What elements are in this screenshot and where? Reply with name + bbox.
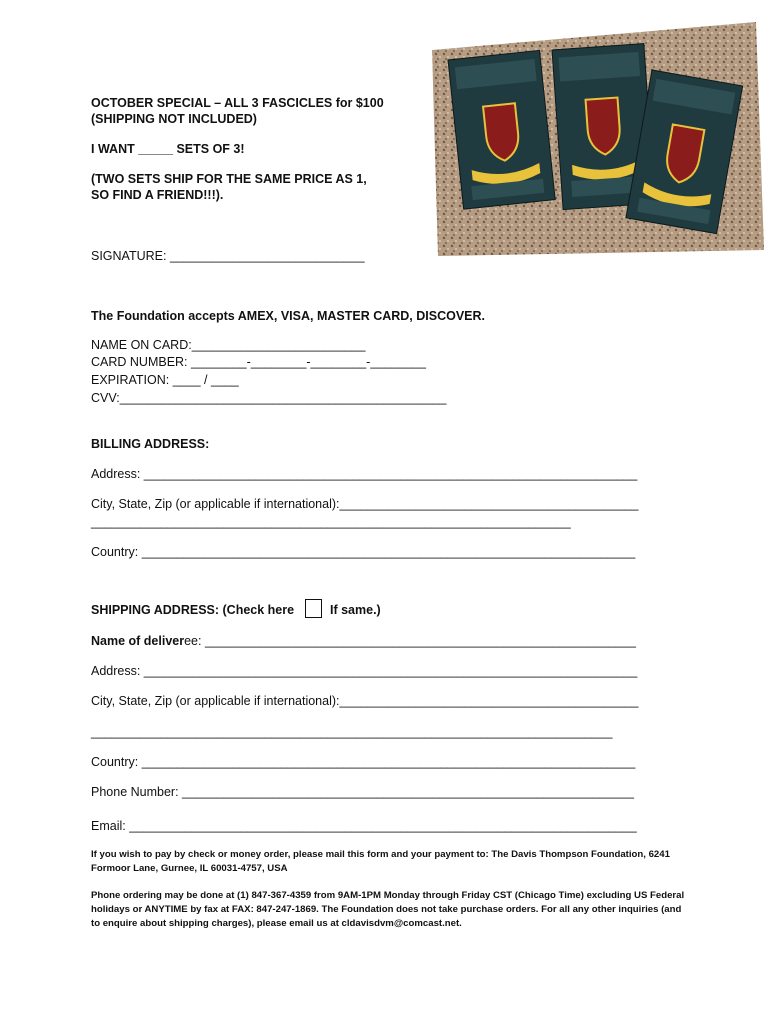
two-sets-note-2: SO FIND A FRIEND!!!). [91, 188, 224, 202]
billing-city-continuation[interactable]: _____________________________________________________________________ [91, 515, 571, 529]
shipping-heading-text: SHIPPING ADDRESS: (Check here [91, 603, 295, 617]
shipping-city-continuation[interactable]: ___________________________________________________________________________ [91, 725, 613, 739]
deliveree-label: Name of deliver [91, 634, 185, 648]
email-field[interactable]: Email: _________________________________________________________________________ [91, 819, 637, 833]
billing-heading: BILLING ADDRESS: [91, 437, 210, 451]
shipping-city-field[interactable]: City, State, Zip (or applicable if international):___________________________________________ [91, 694, 639, 708]
signature-field[interactable]: SIGNATURE: ____________________________ [91, 249, 365, 263]
payment-accepts: The Foundation accepts AMEX, VISA, MASTER CARD, DISCOVER. [91, 309, 486, 323]
offer-title: OCTOBER SPECIAL – ALL 3 FASCICLES for $100 [91, 96, 384, 110]
book-1 [448, 50, 555, 209]
cvv-field[interactable]: CVV:_______________________________________________ [91, 391, 447, 405]
shipping-heading-suffix: If same.) [330, 603, 381, 617]
deliveree-line[interactable]: ee: ______________________________________________________________ [184, 634, 636, 648]
deliveree-field[interactable] [91, 634, 636, 649]
billing-city-field[interactable]: City, State, Zip (or applicable if international):___________________________________________ [91, 497, 639, 511]
billing-country-field[interactable]: Country: _______________________________________________________________________ [91, 545, 636, 559]
expiration-field[interactable]: EXPIRATION: ____ / ____ [91, 373, 239, 387]
sets-wanted-field[interactable]: I WANT _____ SETS OF 3! [91, 142, 245, 156]
mail-instructions: If you wish to pay by check or money order, please mail this form and your payment to: The Davis Thompson Foundation, 6241 Formoor Lane, Gurnee, IL 60031-4757, USA [91, 849, 670, 874]
phone-instructions: Phone ordering may be done at (1) 847-367-4359 from 9AM-1PM Monday through Friday CST (Chicago Time) excluding US Federal holidays or ANYTIME by fax at FAX: 847-247-1869. The Foundation does not take purchase orders. For all any other inquiries (and to enquire about shipping charges), please email us at cldavisdvm@comcast.net. [91, 890, 685, 929]
shipping-address-field[interactable]: Address: _______________________________________________________________________ [91, 664, 638, 678]
billing-address-field[interactable]: Address: _______________________________________________________________________ [91, 467, 638, 481]
same-address-checkbox[interactable] [305, 599, 322, 618]
name-on-card-field[interactable]: NAME ON CARD:_________________________ [91, 338, 366, 352]
shipping-country-field[interactable]: Country: _______________________________________________________________________ [91, 755, 636, 769]
card-number-field[interactable]: CARD NUMBER: ________-________-________-________ [91, 355, 426, 369]
phone-number-field[interactable]: Phone Number: _________________________________________________________________ [91, 785, 634, 799]
offer-subtitle: (SHIPPING NOT INCLUDED) [91, 112, 257, 126]
shipping-heading [91, 603, 294, 618]
fascicles-photo [426, 20, 766, 260]
two-sets-note-1: (TWO SETS SHIP FOR THE SAME PRICE AS 1, [91, 172, 367, 186]
books-illustration [426, 20, 766, 260]
